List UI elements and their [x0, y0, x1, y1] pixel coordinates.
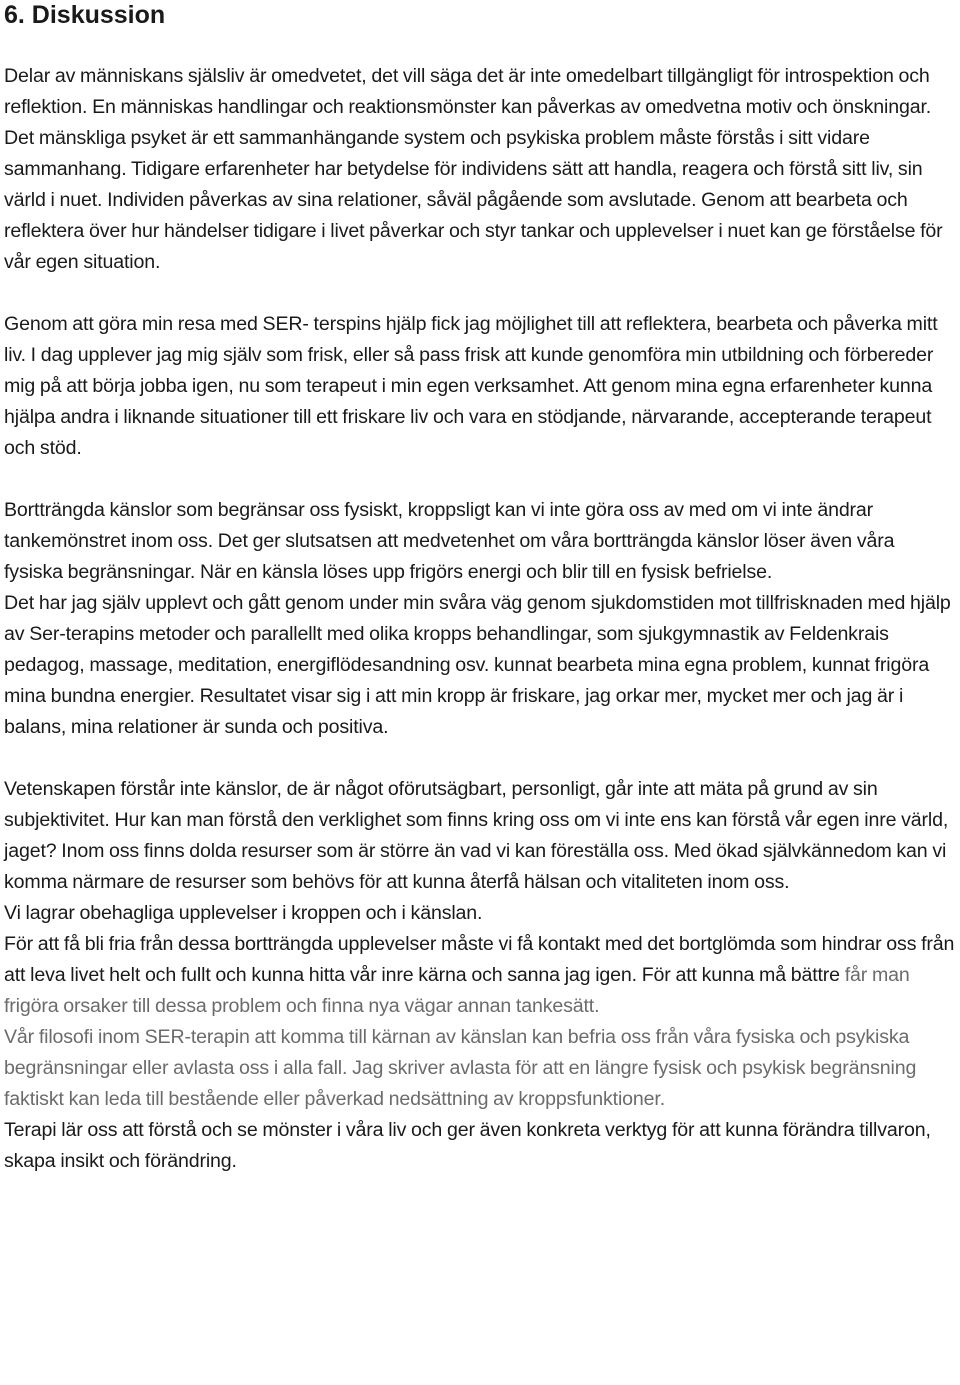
paragraph-ser-therapy-journey: Genom att göra min resa med SER- terspins hjälp fick jag möjlighet till att reflektera, bearbeta och påverka mitt liv. I dag upplever jag mig själv som frisk, eller så pass frisk att kunde genomföra min utbildning och förbereder mig på att börja jobba igen, nu som terapeut i min egen verksamhet. Att genom mina egna erfarenheter kunna hjälpa andra i liknande situationer till ett friskare liv och vara en stödjande, närvarande, accepterande terapeut och stöd. [4, 313, 938, 459]
section-heading: 6. Diskussion [4, 1, 166, 29]
paragraph-personal-experience: Det har jag själv upplevt och gått genom under min svåra väg genom sjukdomstiden mot tillfrisknaden med hjälp av Ser-terapins metoder och parallellt med olika kropps behandlingar, som sjukgymnastik av Feldenkrais pedagog, massage, meditation, energiflödesandning osv. kunnat bearbeta mina egna problem, kunnat frigöra mina bundna energier. Resultatet visar sig i att min kropp är friskare, jag orkar mer, mycket mer och jag är i balans, mina relationer är sunda och positiva. [4, 592, 951, 738]
paragraph-becoming-free [4, 929, 956, 1022]
paragraph-becoming-free-dark: För att få bli fria från dessa bortträngda upplevelser måste vi få kontakt med det bortglömda som hindrar oss från att leva livet helt och fullt och kunna hitta vår inre kärna och sanna jag igen. För att kunna må bättre [4, 933, 955, 986]
paragraph-repressed-feelings: Bortträngda känslor som begränsar oss fysiskt, kroppsligt kan vi inte göra oss av med om vi inte ändrar tankemönstret inom oss. Det ger slutsatsen att medvetenhet om våra bortträngda känslor löser även våra fysiska begränsningar. När en känsla löses upp frigörs energi och blir till en fysisk befrielse. [4, 499, 895, 583]
paragraph-therapy-tools: Terapi lär oss att förstå och se mönster i våra liv och ger även konkreta verktyg för att kunna förändra tillvaron, skapa insikt och förändring. [4, 1119, 931, 1172]
paragraph-unconscious-mind: Delar av människans själsliv är omedvetet, det vill säga det är inte omedelbart tillgängligt för introspektion och reflektion. En människas handlingar och reaktionsmönster kan påverkas av omedvetna motiv och önskningar. Det mänskliga psyket är ett sammanhängande system och psykiska problem måste förstås i sitt vidare sammanhang. Tidigare erfarenheter har betydelse för individens sätt att handla, reagera och förstå sitt liv, sin värld i nuet. Individen påverkas av sina relationer, såväl pågående som avslutade. Genom att bearbeta och reflektera över hur händelser tidigare i livet påverkar och styr tankar och upplevelser i nuet kan ge förståelse för vår egen situation. [4, 65, 943, 273]
paragraph-science-and-feelings: Vetenskapen förstår inte känslor, de är något oförutsägbart, personligt, går inte att mäta på grund av sin subjektivitet. Hur kan man förstå den verklighet som finns kring oss om vi inte ens kan förstå vår egen inre värld, jaget? Inom oss finns dolda resurser som är större än vad vi kan föreställa oss. Med ökad självkännedom kan vi komma närmare de resurser som behövs för att kunna återfå hälsan och vitaliteten inom oss. [4, 778, 949, 893]
paragraph-stored-experiences: Vi lagrar obehagliga upplevelser i kroppen och i känslan. [4, 902, 483, 924]
document-page [4, 0, 956, 1177]
paragraph-becoming-free-gray: får man frigöra orsaker till dessa problem och finna nya vägar annan tankesätt. [4, 964, 910, 1017]
paragraph-ser-philosophy: Vår filosofi inom SER-terapin att komma till kärnan av känslan kan befria oss från våra fysiska och psykiska begränsningar eller avlasta oss i alla fall. Jag skriver avlasta för att en längre fysisk och psykisk begränsning faktiskt kan leda till bestående eller påverkad nedsättning av kroppsfunktioner. [4, 1026, 917, 1110]
